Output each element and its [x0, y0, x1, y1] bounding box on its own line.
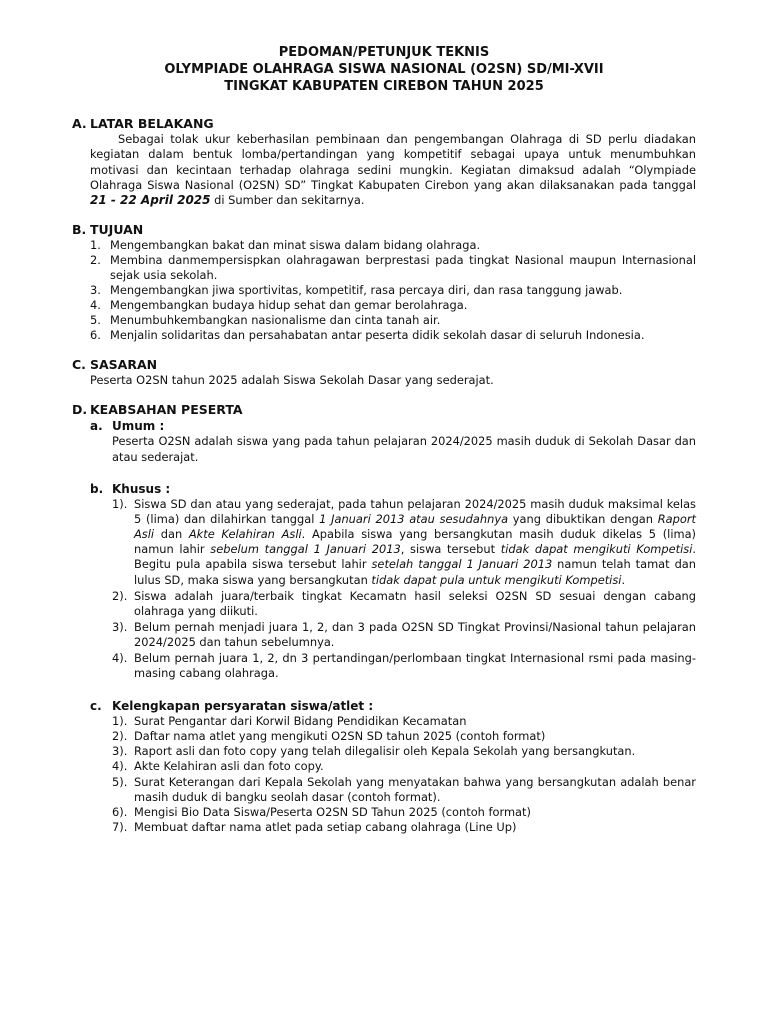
sasaran-text: Peserta O2SN tahun 2025 adalah Siswa Sekolah Dasar yang sederajat.: [90, 373, 494, 388]
list-item: [112, 775, 696, 805]
subsection-title: Umum :: [112, 419, 165, 434]
section-title: LATAR BELAKANG: [90, 116, 214, 131]
section-letter: B.: [72, 222, 87, 238]
title-line-2: OLYMPIADE OLAHRAGA SISWA NASIONAL (O2SN) SD/MI-XVII: [164, 62, 604, 77]
section-keabsahan-peserta: [72, 402, 696, 834]
list-text: Menjalin solidaritas dan persahabatan antar peserta didik sekolah dasar di seluruh Indonesia.: [110, 328, 645, 343]
list-text: Menumbuhkembangkan nasionalisme dan cinta tanah air.: [110, 313, 441, 328]
section-letter: C.: [72, 357, 86, 373]
list-text: Belum pernah menjadi juara 1, 2, dan 3 pada O2SN SD Tingkat Provinsi/Nasional tahun pelajaran 2024/2025 dan tahun sebelumnya.: [134, 619, 696, 649]
tujuan-list: [90, 238, 696, 343]
khusus-list: [112, 497, 696, 681]
italic-run: tidak dapat pula untuk mengikuti Kompetisi: [371, 572, 622, 587]
list-item: [112, 744, 696, 759]
list-text: Mengembangkan budaya hidup sehat dan gemar berolahraga.: [110, 298, 468, 313]
text-run: Siswa SD dan atau yang sederajat, pada tahun pelajaran 2024/2025 masih duduk maksimal kelas 5 (lima) dan dilahirkan tanggal: [134, 497, 696, 527]
list-number: 1).: [112, 497, 128, 512]
subsection-heading-umum: [90, 418, 696, 434]
umum-paragraph: Peserta O2SN adalah siswa yang pada tahun pelajaran 2024/2025 masih duduk di Sekolah Dasar dan atau sederajat.: [112, 434, 696, 464]
list-item: [112, 651, 696, 681]
subsection-title: Khusus :: [112, 482, 171, 497]
list-number: 4).: [112, 759, 128, 774]
list-number: 2).: [112, 729, 128, 744]
paragraph-text: di Sumber dan sekitarnya.: [210, 193, 365, 208]
section-title: TUJUAN: [90, 222, 144, 238]
list-number: 7).: [112, 819, 128, 834]
list-item: [90, 283, 696, 298]
text-run: namun telah tamat dan lulus SD, maka siswa yang bersangkutan: [134, 557, 696, 587]
list-item: [90, 313, 696, 328]
list-text: Daftar nama atlet yang mengikuti O2SN SD tahun 2025 (contoh format): [134, 729, 546, 744]
paragraph-text: Sebagai tolak ukur keberhasilan pembinaan dan pengembangan Olahraga di SD perlu diadakan kegiatan dalam bentuk lomba/pertandingan yang kompetitif sebagai upaya untuk menumbuhkan motivasi dan kecintaan terhadap olahraga sedini mungkin. Kegiatan dimaksud adalah “Olympiade Olahraga Siswa Nasional (O2SN) SD” Tingkat Kabupaten Cirebon yang akan dilaksanakan pada tanggal: [90, 132, 696, 192]
list-text: [134, 497, 696, 588]
subsection-heading-khusus: [90, 481, 696, 497]
text-run: , siswa tersebut: [400, 542, 501, 557]
text-run: dan: [154, 527, 189, 542]
section-letter: D.: [72, 402, 88, 418]
list-text: Membina danmempersispkan olahragawan berprestasi pada tingkat Nasional maupun Internasional sejak usia sekolah.: [110, 253, 696, 283]
section-latar-belakang: [72, 116, 696, 208]
list-number: 2).: [112, 588, 128, 603]
list-item: [112, 805, 696, 820]
subsection-title: Kelengkapan persyaratan siswa/atlet :: [112, 699, 374, 714]
list-item: [112, 620, 696, 650]
italic-run: Raport Asli: [134, 512, 696, 542]
kelengkapan-list: [112, 714, 696, 835]
text-run: yang dibuktikan dengan: [508, 512, 658, 527]
list-number: 3).: [112, 744, 128, 759]
list-text: Siswa adalah juara/terbaik tingkat Kecamatn hasil seleksi O2SN SD sesuai dengan cabang olahraga yang diikuti.: [134, 588, 696, 618]
subsection-letter: b.: [90, 482, 104, 497]
list-item: [90, 238, 696, 253]
list-text: Membuat daftar nama atlet pada setiap cabang olahraga (Line Up): [134, 819, 517, 834]
list-item: [90, 253, 696, 283]
section-title: KEABSAHAN PESERTA: [90, 402, 243, 418]
list-item: [90, 298, 696, 313]
list-text: Belum pernah juara 1, 2, dn 3 pertandingan/perlombaan tingkat Internasional rsmi pada masing-masing cabang olahraga.: [134, 651, 696, 681]
italic-run: 1 Januari 2013 atau sesudahnya: [319, 512, 509, 527]
list-number: 3.: [90, 283, 101, 298]
list-number: 6).: [112, 804, 128, 819]
event-date: 21 - 22 April 2025: [90, 193, 211, 208]
list-text: Mengembangkan jiwa sportivitas, kompetitif, rasa percaya diri, dan rasa tanggung jawab.: [110, 283, 623, 298]
list-item: [112, 820, 696, 835]
section-sasaran: [72, 357, 696, 388]
italic-run: sebelum tanggal 1 Januari 2013: [210, 542, 401, 557]
list-item: [112, 589, 696, 619]
section-heading: [72, 116, 696, 132]
italic-run: Akte Kelahiran Asli: [188, 527, 302, 542]
section-title: SASARAN: [90, 357, 158, 373]
list-text: Mengembangkan bakat dan minat siswa dalam bidang olahraga.: [110, 238, 481, 253]
latar-belakang-paragraph: [90, 132, 696, 208]
list-number: 5.: [90, 313, 101, 328]
list-number: 1.: [90, 238, 101, 253]
section-heading: [72, 402, 696, 418]
section-letter: A.: [72, 116, 87, 131]
list-item: [90, 328, 696, 343]
section-heading: [72, 222, 696, 238]
list-text: Akte Kelahiran asli dan foto copy.: [134, 759, 324, 774]
list-number: 5).: [112, 774, 128, 789]
list-number: 6.: [90, 328, 101, 343]
italic-run: setelah tanggal 1 Januari 2013: [371, 557, 553, 572]
list-text: Surat Keterangan dari Kepala Sekolah yang menyatakan bahwa yang bersangkutan adalah benar masih duduk di bangku seolah dasar (contoh format).: [134, 774, 696, 804]
section-tujuan: [72, 222, 696, 343]
list-text: Mengisi Bio Data Siswa/Peserta O2SN SD Tahun 2025 (contoh format): [134, 804, 531, 819]
subsection-letter: c.: [90, 699, 102, 714]
title-line-1: PEDOMAN/PETUNJUK TEKNIS: [278, 45, 490, 60]
text-run: . Apabila siswa yang bersangkutan masih duduk dikelas 5 (lima) namun lahir: [134, 527, 696, 557]
document-title-block: [72, 44, 696, 95]
list-text: Raport asli dan foto copy yang telah dilegalisir oleh Kepala Sekolah yang bersangkutan.: [134, 744, 636, 759]
list-number: 1).: [112, 714, 128, 729]
italic-run: tidak dapat mengikuti Kompetisi: [500, 542, 693, 557]
text-run: . Begitu pula apabila siswa tersebut lahir: [134, 542, 696, 572]
list-item: [112, 714, 696, 729]
list-number: 2.: [90, 253, 101, 268]
section-heading: [72, 357, 696, 373]
list-text: Surat Pengantar dari Korwil Bidang Pendidikan Kecamatan: [134, 714, 467, 729]
title-line-3: TINGKAT KABUPATEN CIREBON TAHUN 2025: [224, 79, 544, 94]
list-item: [112, 497, 696, 588]
list-item: [112, 729, 696, 744]
list-number: 3).: [112, 619, 128, 634]
list-item: [112, 759, 696, 774]
list-number: 4).: [112, 651, 128, 666]
subsection-letter: a.: [90, 419, 103, 434]
text-run: .: [621, 572, 626, 587]
list-number: 4.: [90, 298, 101, 313]
subsection-heading-kelengkapan: [90, 698, 696, 714]
